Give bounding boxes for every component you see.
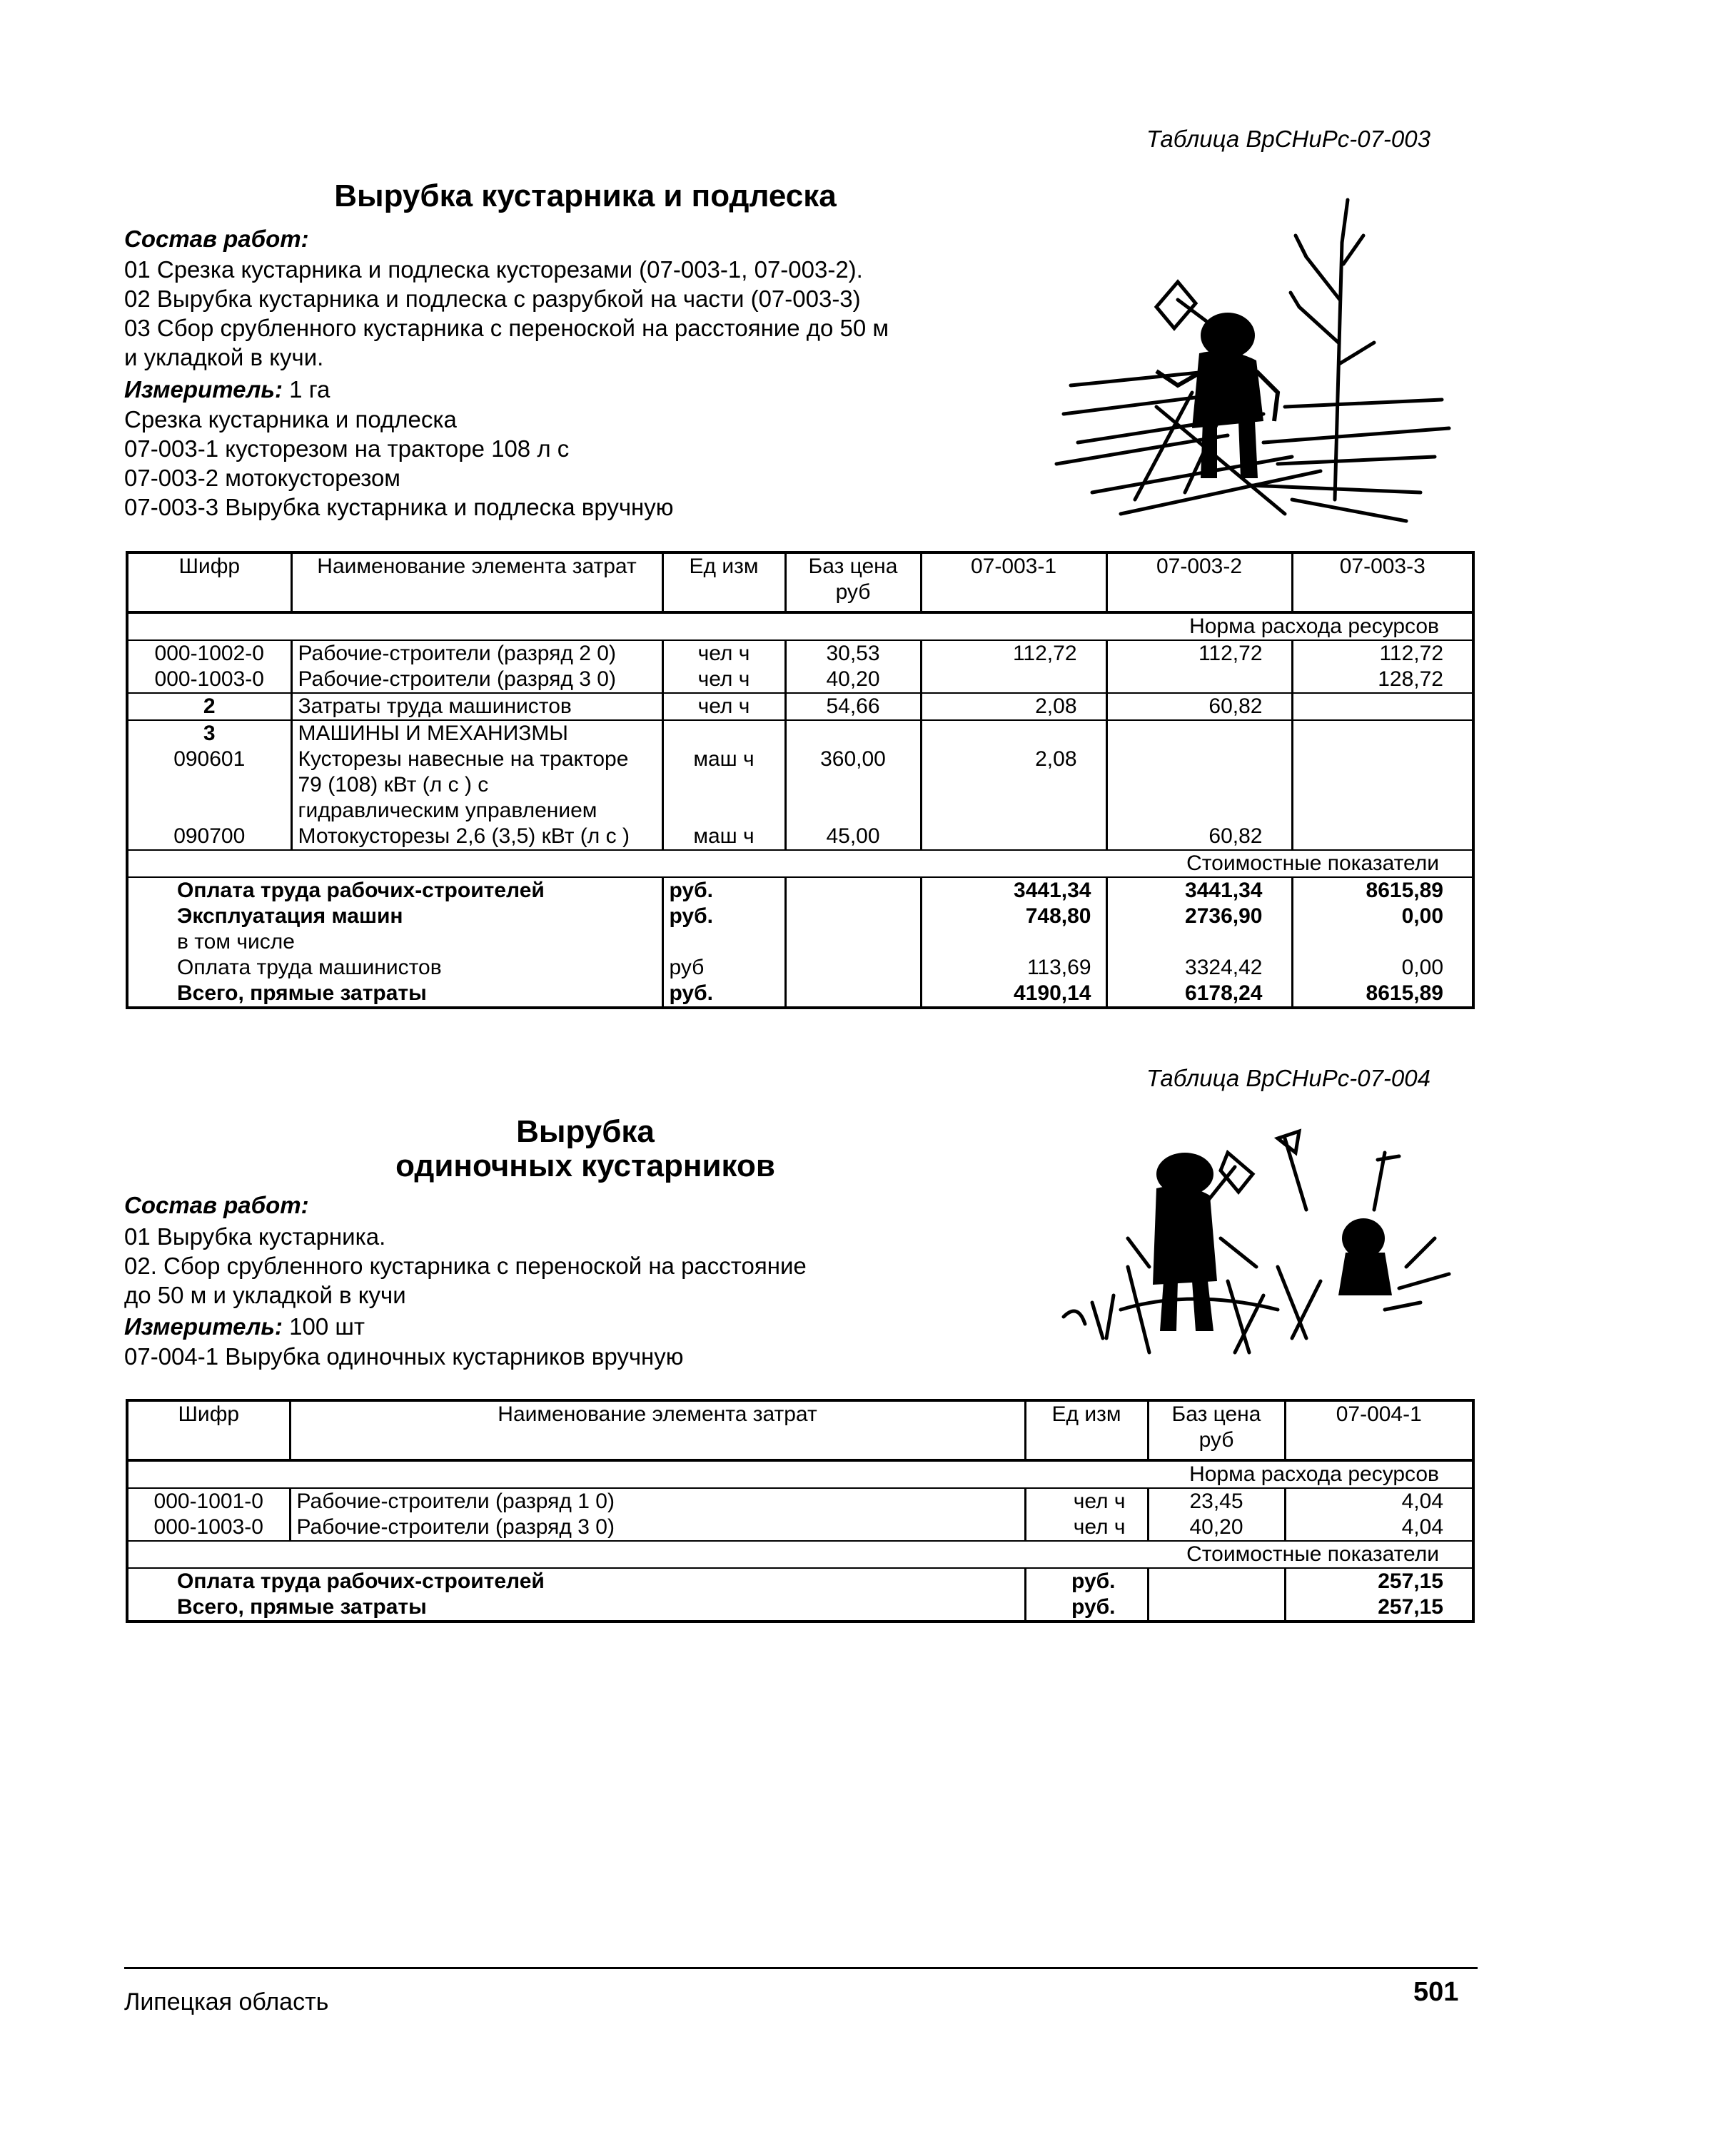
- cost-row-value: 4190,14: [921, 981, 1106, 1008]
- section2-measure: [124, 1312, 365, 1342]
- section1-item-lines: [124, 405, 674, 522]
- table-cell-value: 60,82: [1106, 693, 1292, 720]
- cost-row-value: 6178,24: [1106, 981, 1292, 1008]
- footer-region: Липецкая область: [124, 1988, 329, 2016]
- table-cell-code: 2: [127, 693, 291, 720]
- table-cell-unit: чел ч: [1025, 1488, 1148, 1515]
- cost-row-unit: руб: [662, 955, 785, 981]
- cost-row-unit: руб.: [662, 904, 785, 929]
- cost-row-value: 8615,89: [1292, 981, 1473, 1008]
- cost-label: Стоимостные показатели: [127, 850, 1473, 877]
- table-cell-price: 40,20: [1148, 1515, 1285, 1541]
- table-cell-value: [921, 667, 1106, 693]
- cost-row-value: 257,15: [1285, 1594, 1473, 1622]
- composition-item: 01 Вырубка кустарника.: [124, 1223, 386, 1250]
- table-cell-value: 112,72: [921, 640, 1106, 667]
- table-cell-name: Рабочие-строители (разряд 3 0): [290, 1515, 1025, 1541]
- table-cell-value: [1106, 667, 1292, 693]
- single-bush-cutting-illustration: [1049, 1124, 1456, 1367]
- table-cell-value: [1106, 747, 1292, 824]
- header-col-1: 07-003-1: [921, 552, 1106, 612]
- cost-row-unit: [662, 929, 785, 955]
- measure-value: 100 шт: [283, 1313, 365, 1340]
- table-cell-unit: маш ч: [662, 747, 785, 824]
- table-cell-code: 000-1003-0: [127, 1515, 290, 1541]
- table-cell-code: 090700: [127, 824, 291, 850]
- table-cell-value: [921, 824, 1106, 850]
- header-unit: Ед изм: [1025, 1400, 1148, 1460]
- composition-item: и укладкой в кучи.: [124, 344, 324, 370]
- measure-label: Измеритель:: [124, 376, 283, 403]
- section2-title-line2: одиночных кустарников: [395, 1148, 775, 1183]
- table-cell-value: 4,04: [1285, 1488, 1473, 1515]
- cost-row-name: Оплата труда рабочих-строителей: [127, 877, 662, 904]
- table-cell-value: [1106, 720, 1292, 747]
- composition-item: до 50 м и укладкой в кучи: [124, 1282, 406, 1308]
- composition-item: 02 Вырубка кустарника и подлеска с разрубкой на части (07-003-3): [124, 285, 861, 312]
- header-col-3: 07-003-3: [1292, 552, 1473, 612]
- header-unit: Ед изм: [662, 552, 785, 612]
- table-cell-name: Мотокусторезы 2,6 (3,5) кВт (л с ): [291, 824, 662, 850]
- table-cell-value: [921, 720, 1106, 747]
- cost-row-empty: [785, 877, 921, 904]
- table-cell-value: [1292, 747, 1473, 824]
- table-cell-price: [785, 720, 921, 747]
- measure-label: Измеритель:: [124, 1313, 283, 1340]
- section1-composition-list: [124, 255, 889, 372]
- table-cell-value: [1292, 693, 1473, 720]
- measure-value: 1 га: [283, 376, 330, 403]
- cost-row-name: Всего, прямые затраты: [127, 981, 662, 1008]
- table-cell-name: Рабочие-строители (разряд 1 0): [290, 1488, 1025, 1515]
- table-cell-code: 000-1002-0: [127, 640, 291, 667]
- cost-row-name: Эксплуатация машин: [127, 904, 662, 929]
- page-number: 501: [1413, 1977, 1459, 2007]
- header-col-1: 07-004-1: [1285, 1400, 1473, 1460]
- section2-item-lines: [124, 1342, 684, 1371]
- header-name: Наименование элемента затрат: [290, 1400, 1025, 1460]
- cost-row-value: 257,15: [1285, 1568, 1473, 1594]
- header-name: Наименование элемента затрат: [291, 552, 662, 612]
- table-cell-code: 3: [127, 720, 291, 747]
- composition-item: 01 Срезка кустарника и подлеска кусторезами (07-003-1, 07-003-2).: [124, 256, 863, 283]
- cost-row-name: в том числе: [127, 929, 662, 955]
- cost-row-value: 8615,89: [1292, 877, 1473, 904]
- resource-table-07-004: [126, 1399, 1475, 1623]
- table-cell-code: 090601: [127, 747, 291, 824]
- cost-row-value: 0,00: [1292, 955, 1473, 981]
- table-cell-value: 60,82: [1106, 824, 1292, 850]
- description-line: 07-003-2 мотокусторезом: [124, 465, 400, 491]
- table-cell-value: 2,08: [921, 747, 1106, 824]
- table-cell-code: 000-1003-0: [127, 667, 291, 693]
- composition-item: 03 Сбор срубленного кустарника с переноской на расстояние до 50 м: [124, 315, 889, 341]
- table-cell-name: Затраты труда машинистов: [291, 693, 662, 720]
- cost-row-value: 2736,90: [1106, 904, 1292, 929]
- table-cell-name: Рабочие-строители (разряд 2 0): [291, 640, 662, 667]
- section1-title: Вырубка кустарника и подлеска: [334, 178, 837, 213]
- cost-row-empty: [785, 981, 921, 1008]
- table-cell-value: [1292, 824, 1473, 850]
- table-cell-value: [1292, 720, 1473, 747]
- composition-item: 02. Сбор срубленного кустарника с переноской на расстояние: [124, 1253, 807, 1279]
- table-cell-value: 112,72: [1292, 640, 1473, 667]
- cost-row-empty: [785, 904, 921, 929]
- table-cell-price: 40,20: [785, 667, 921, 693]
- section2-title-line1: Вырубка: [516, 1114, 655, 1149]
- cost-label: Стоимостные показатели: [127, 1541, 1473, 1568]
- resource-table-07-003: [126, 551, 1475, 1009]
- cost-row-value: 0,00: [1292, 904, 1473, 929]
- section1-composition-label: Состав работ:: [124, 226, 309, 252]
- cost-row-value: 3441,34: [1106, 877, 1292, 904]
- header-price: Баз цена руб: [785, 552, 921, 612]
- cost-row-unit: руб.: [1025, 1568, 1148, 1594]
- table-cell-price: 360,00: [785, 747, 921, 824]
- cost-row-value: [1106, 929, 1292, 955]
- table-cell-price: 54,66: [785, 693, 921, 720]
- table-cell-unit: [662, 720, 785, 747]
- table-cell-value: 2,08: [921, 693, 1106, 720]
- norm-label: Норма расхода ресурсов: [127, 1460, 1473, 1488]
- description-line: 07-003-1 кусторезом на тракторе 108 л с: [124, 435, 570, 462]
- brush-clearing-illustration: [1049, 157, 1456, 535]
- header-code: Шифр: [127, 1400, 290, 1460]
- header-col-2: 07-003-2: [1106, 552, 1292, 612]
- section2-composition-list: [124, 1222, 807, 1310]
- table-ref-07-004: Таблица ВрСНиРс-07-004: [1146, 1065, 1430, 1091]
- cost-row-empty: [785, 955, 921, 981]
- cost-row-value: [1292, 929, 1473, 955]
- cost-row-name: Оплата труда машинистов: [127, 955, 662, 981]
- cost-row-value: 3324,42: [1106, 955, 1292, 981]
- table-cell-unit: чел ч: [1025, 1515, 1148, 1541]
- description-line: 07-003-3 Вырубка кустарника и подлеска вручную: [124, 494, 674, 520]
- cost-row-empty: [785, 929, 921, 955]
- table-cell-value: 112,72: [1106, 640, 1292, 667]
- description-line: Срезка кустарника и подлеска: [124, 406, 457, 433]
- cost-row-value: 3441,34: [921, 877, 1106, 904]
- cost-row-value: 748,80: [921, 904, 1106, 929]
- cost-row-unit: руб.: [1025, 1594, 1148, 1622]
- table-cell-unit: маш ч: [662, 824, 785, 850]
- cost-row-unit: руб.: [662, 877, 785, 904]
- description-line: 07-004-1 Вырубка одиночных кустарников вручную: [124, 1343, 684, 1370]
- section2-composition-label: Состав работ:: [124, 1192, 309, 1218]
- table-cell-price: 23,45: [1148, 1488, 1285, 1515]
- norm-label: Норма расхода ресурсов: [127, 612, 1473, 640]
- header-code: Шифр: [127, 552, 291, 612]
- table-cell-unit: чел ч: [662, 693, 785, 720]
- table-cell-price: 30,53: [785, 640, 921, 667]
- table-ref-07-003: Таблица ВрСНиРс-07-003: [1146, 126, 1430, 152]
- cost-row-empty: [1148, 1594, 1285, 1622]
- table-cell-value: 4,04: [1285, 1515, 1473, 1541]
- cost-row-value: 113,69: [921, 955, 1106, 981]
- table-cell-name: Рабочие-строители (разряд 3 0): [291, 667, 662, 693]
- table-cell-code: 000-1001-0: [127, 1488, 290, 1515]
- section2-title: [343, 1115, 828, 1183]
- footer-divider: [124, 1967, 1478, 1969]
- table-cell-name: Кусторезы навесные на тракторе 79 (108) кВт (л с ) с гидравлическим управлением: [291, 747, 662, 824]
- cost-row-value: [921, 929, 1106, 955]
- section1-measure: [124, 375, 330, 405]
- table-cell-name: МАШИНЫ И МЕХАНИЗМЫ: [291, 720, 662, 747]
- cost-row-unit: руб.: [662, 981, 785, 1008]
- cost-row-empty: [1148, 1568, 1285, 1594]
- table-cell-value: 128,72: [1292, 667, 1473, 693]
- cost-row-name: Оплата труда рабочих-строителей: [127, 1568, 1025, 1594]
- table-cell-unit: чел ч: [662, 667, 785, 693]
- table-cell-price: 45,00: [785, 824, 921, 850]
- table-cell-unit: чел ч: [662, 640, 785, 667]
- cost-row-name: Всего, прямые затраты: [127, 1594, 1025, 1622]
- header-price: Баз цена руб: [1148, 1400, 1285, 1460]
